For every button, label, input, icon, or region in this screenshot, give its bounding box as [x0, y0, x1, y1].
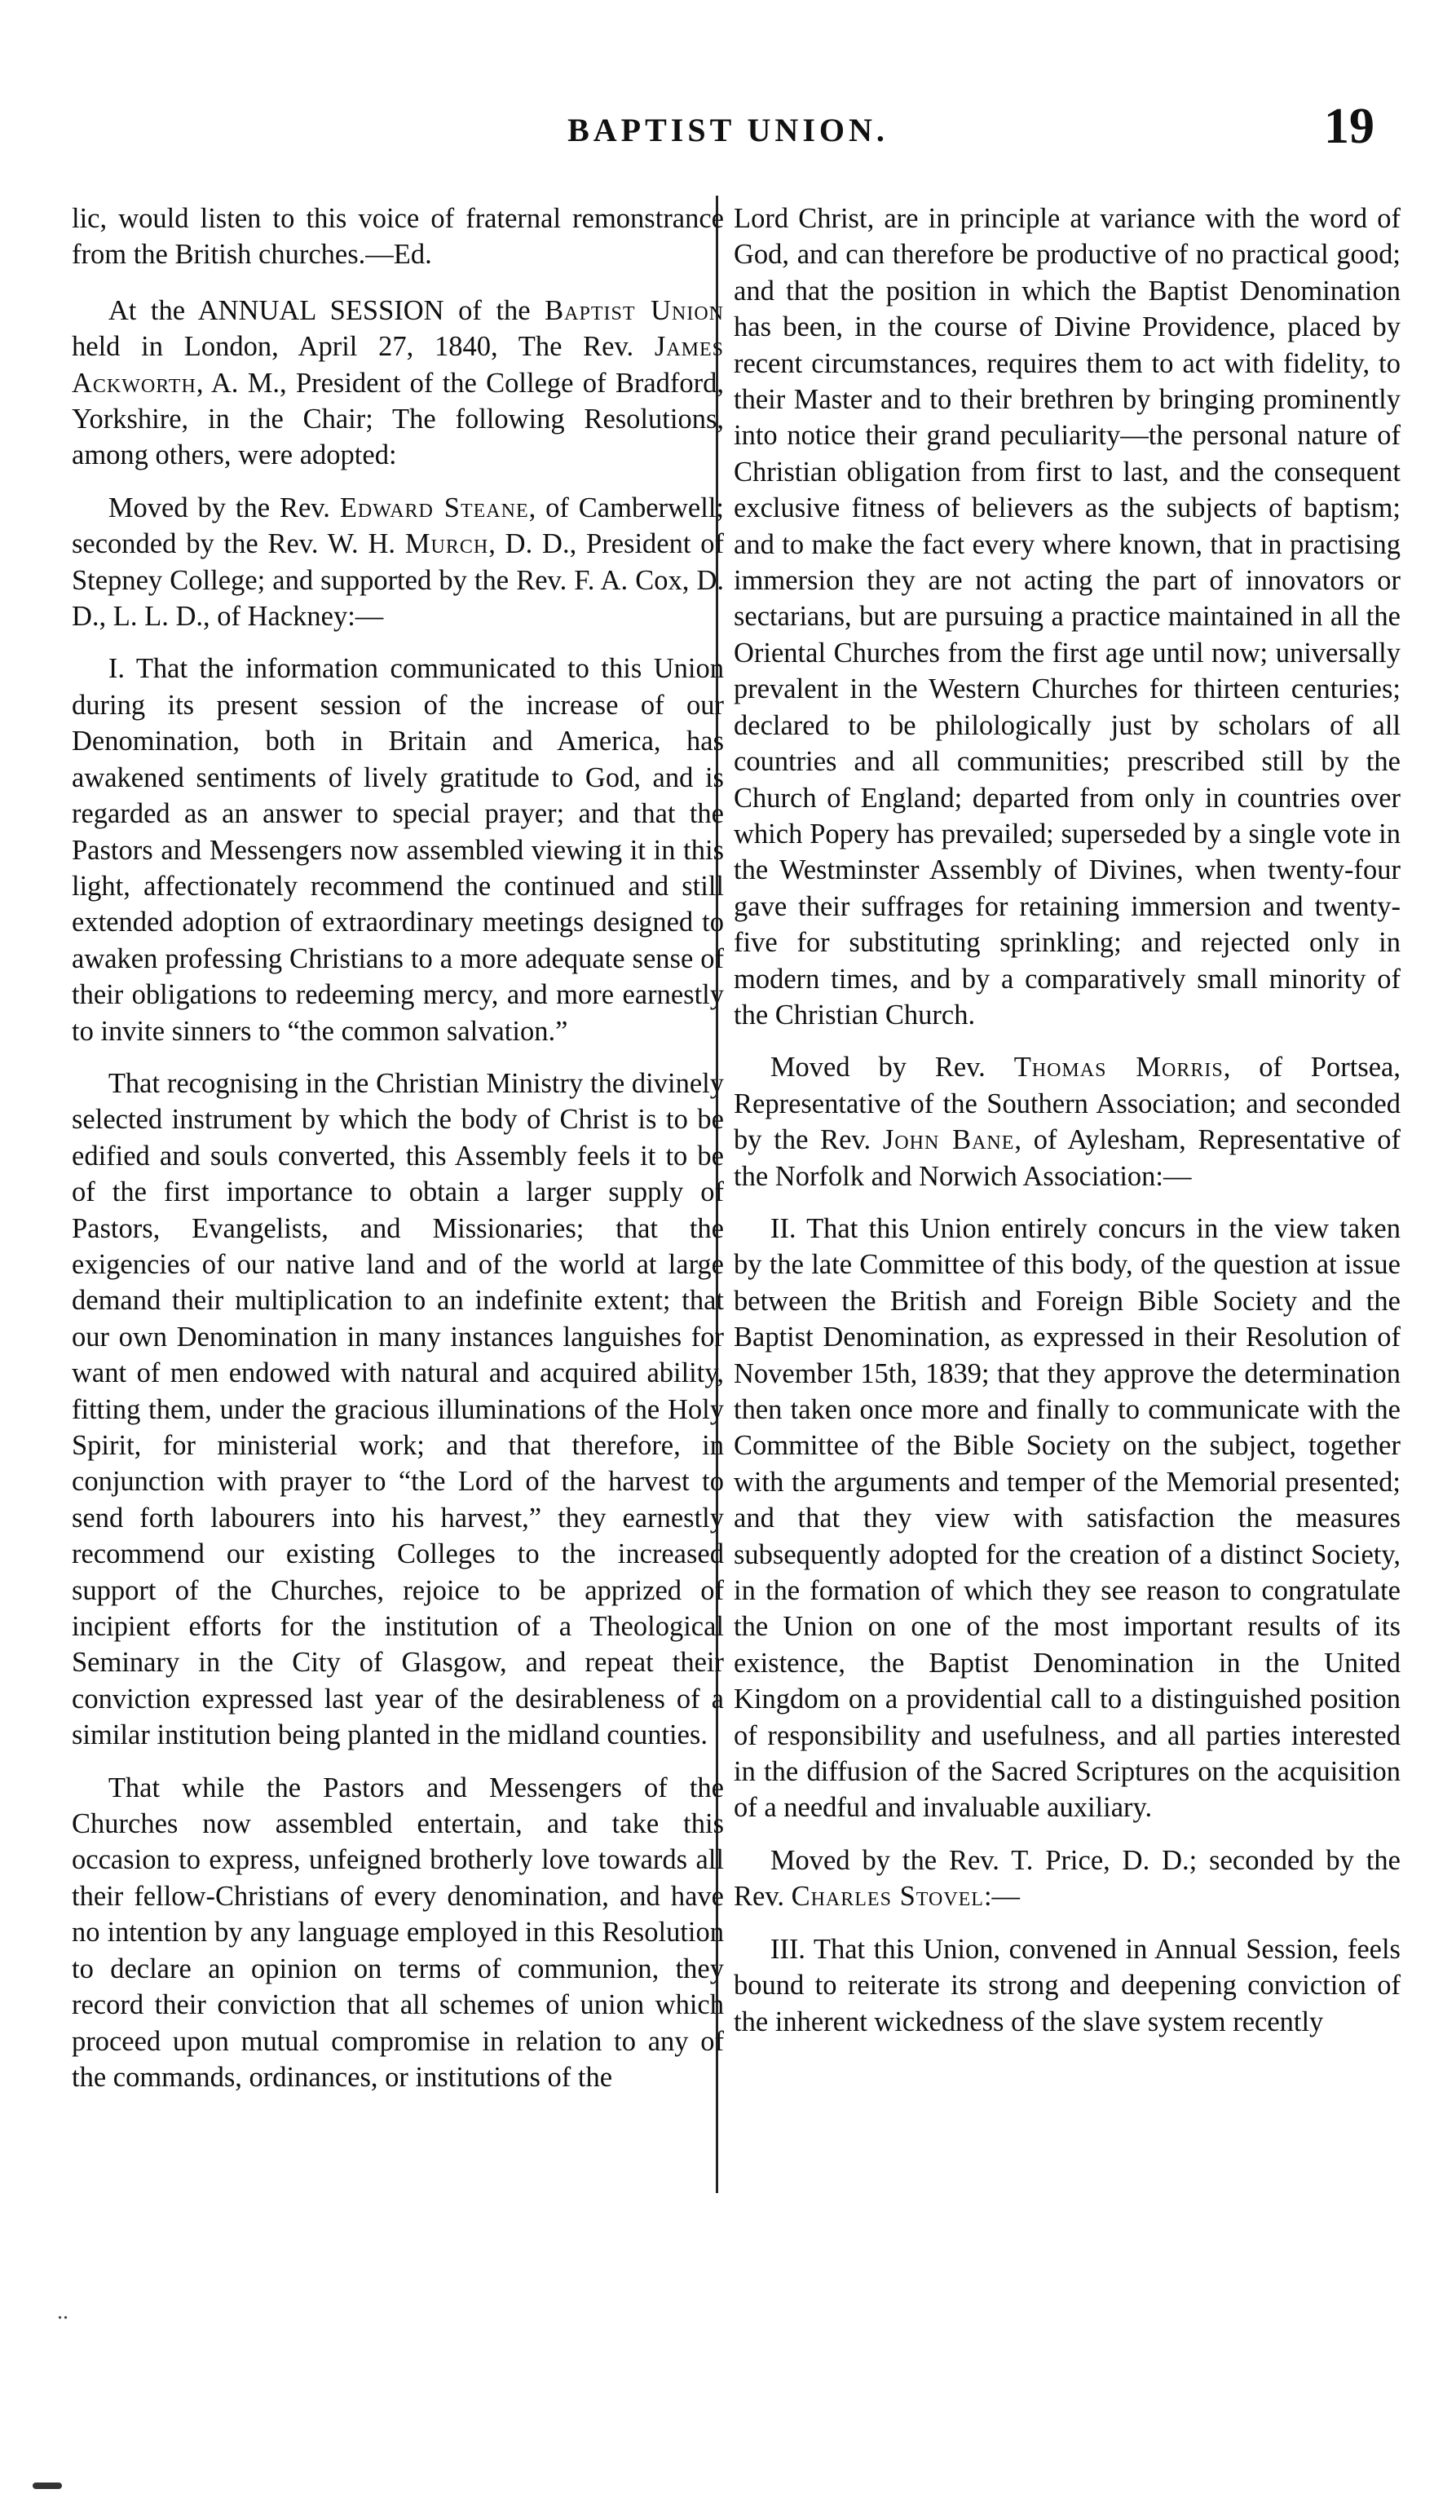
seconder-name: John Bane: [882, 1124, 1015, 1156]
text-span: , of Camberwell; seconded by the Rev. W. H.: [72, 492, 724, 560]
mover-paragraph-1: [72, 490, 724, 635]
right-paragraph-continuation: Lord Christ, are in principle at variance with the word of God, and can therefore be productive of no practical good; and that the position in which the Baptist Denomination has been, in the course of Divine Providence, placed by recent circumstances, requires them to act with fidelity, to their Master and to their brethren by bringing prominently into notice their grand peculiarity—the personal nature of Christian obligation from first to last, and the consequent exclusive fitness of believers as the subjects of baptism; and to make the fact every where known, that in practising immersion they are not acting the part of innovators or sectarians, but are pursuing a practice maintained in all the Oriental Churches from the first age until now; universally prevalent in the Western Churches for thirteen centuries; declared to be philologically just by scholars of all countries and all communities; prescribed still by the Church of England; departed from only in countries over which Popery has prevailed; superseded by a single vote in the Westminster Assembly of Divines, when twenty-four gave their suffrages for retaining immersion and twenty-five for substituting sprinkling; and rejected only in modern times, and by a comparatively small minority of the Christian Church.: [734, 203, 1401, 1031]
ink-blot: [33, 2482, 62, 2489]
text-span: Moved by the Rev. T. Price, D. D.; seconded by the Rev.: [734, 1844, 1401, 1913]
mover-name: Thomas Morris: [1013, 1052, 1224, 1083]
running-title: BAPTIST UNION.: [567, 112, 889, 148]
union-schemes-paragraph: That while the Pastors and Messengers of the Churches now assembled entertain, and take this occasion to express, unfeigned brotherly love towards all their fellow-Christians of every denomination, and have no intention by any language employed in this Resolution to declare an opinion on terms of communion, they record their conviction that all schemes of union which proceed upon mutual compromise in relation to any of the commands, ordinances, or institutions of the: [72, 1772, 724, 2093]
text-span: :—: [983, 1881, 1021, 1913]
text-span: , of Portsea, Representative of the Southern Association; and seconded by the Rev.: [734, 1052, 1401, 1156]
text-span: held in London, April 27, 1840, The Rev.: [72, 331, 655, 363]
ministry-paragraph: That recognising in the Christian Ministry the divinely selected instrument by which the body of Christ is to be edified and souls converted, this Assembly feels it to be of the first importance to obtain a larger supply of Pastors, Evangelists, and Missionaries; that the exigencies of our native land and of the world at large demand their multiplication to an indefinite extent; that our own Denomination in many instances languishes for want of men endowed with natural and acquired ability, fitting them, under the gracious illuminations of the Holy Spirit, for ministerial work; and that therefore, in conjunction with prayer to “the Lord of the harvest to send forth labourers into his harvest,” they earnestly recommend our existing Colleges to the increased support of the Churches, rejoice to be apprized of incipient efforts for the institution of a Theological Seminary in the City of Glasgow, and repeat their conviction expressed last year of the desirableness of a similar institution being planted in the midland counties.: [72, 1067, 724, 1751]
text-span: , of Aylesham, Representative of the Norfolk and Norwich Association:—: [734, 1124, 1401, 1192]
left-column: [72, 201, 724, 2112]
mover-paragraph-3: [734, 1843, 1401, 1915]
resolution-2: II. That this Union entirely concurs in the view taken by the late Committee of this body, of the question at issue between the British and Foreign Bible Society and the Baptist Denomination, as expressed in their Resolution of November 15th, 1839; that they approve the determination then taken once more and finally to communicate with the Committee of the Bible Society on the subject, together with the arguments and temper of the Memorial presented; and that they view with satisfaction the measures subsequently adopted for the creation of a distinct Society, in the formation of which they see reason to congratulate the Union on one of the most important results of its existence, the Baptist Denomination in the United Kingdom on a providential call to a distinguished position of responsibility and usefulness, and all parties interested in the diffusion of the Sacred Scriptures on the acquisition of a needful and invaluable auxiliary.: [734, 1212, 1401, 1824]
page-header: [49, 98, 1407, 171]
mover-name: Edward Steane: [339, 492, 529, 523]
seconder-name: Murch: [404, 528, 489, 560]
text-span: Moved by Rev.: [770, 1052, 1014, 1083]
text-span: At the ANNUAL SESSION of the: [108, 294, 545, 326]
union-name: Baptist Union: [545, 294, 724, 326]
annual-session-paragraph: [72, 293, 724, 474]
resolution-1: I. That the information communicated to this Union during its present session of the increase of our Denomination, both in Britain and America, has awakened sentiments of lively gratitude to God, and is regarded as an answer to special prayer; and that the Pastors and Messengers now assembled viewing it in this light, affectionately recommend the continued and still extended adoption of extraordinary meetings designed to awaken professing Christians to a more adequate sense of their obligations to redeeming mercy, and more earnestly to invite sinners to “the common salvation.”: [72, 653, 724, 1047]
stray-mark: ..: [57, 2299, 68, 2324]
text-span: , A. M., President of the College of Bradford, Yorkshire, in the Chair; The following Resolutions, among others, were adopted:: [72, 367, 724, 471]
resolution-3: III. That this Union, convened in Annual Session, feels bound to reiterate its strong and deepening conviction of the inherent wickedness of the slave system recently: [734, 1933, 1401, 2037]
page-number: 19: [1324, 99, 1374, 154]
left-paragraph-continuation: lic, would listen to this voice of fraternal remonstrance from the British churches.—Ed.: [72, 203, 724, 271]
seconder-name: Charles Stovel: [791, 1881, 984, 1913]
text-span: Moved by the Rev.: [108, 492, 340, 523]
text-span: , D. D., President of Stepney College; and supported by the Rev. F. A. Cox, D. D., L. L. D., of Hackney:—: [72, 528, 724, 633]
mover-paragraph-2: [734, 1049, 1401, 1194]
chair-name: James Ackworth: [72, 331, 724, 399]
right-column: [734, 201, 1401, 2056]
